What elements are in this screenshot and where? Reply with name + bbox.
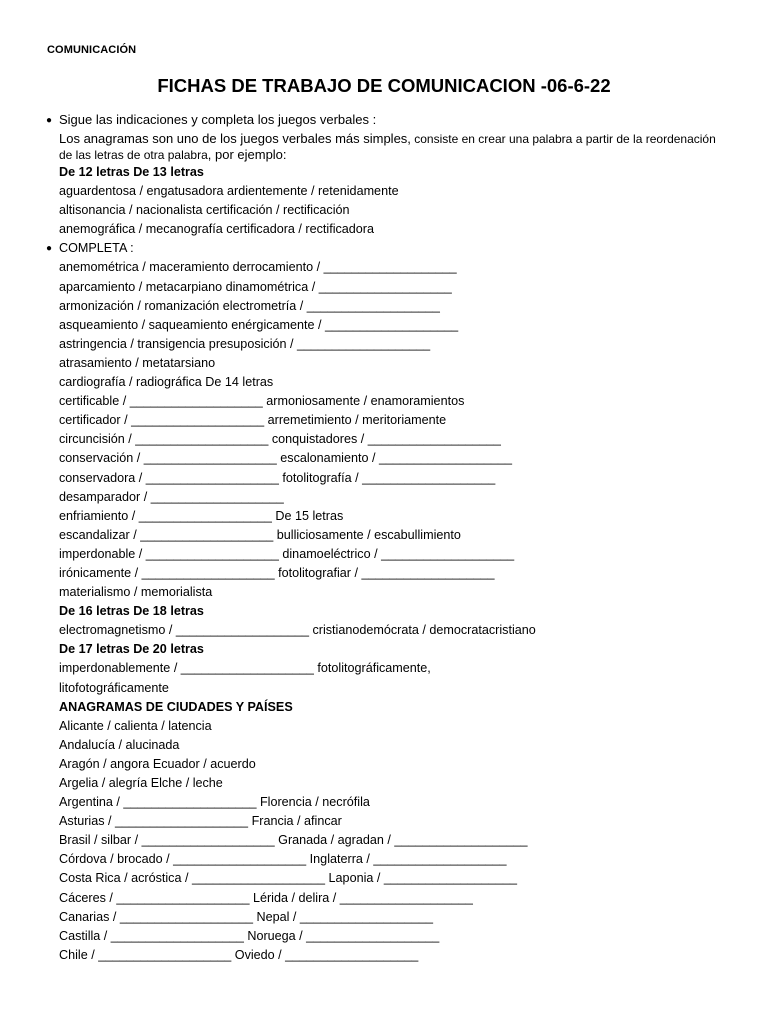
line-text: altisonancia / nacionalista certificación / rectificación [59, 203, 350, 218]
line-text: conservación / ___________________ escalonamiento / ___________________ [59, 451, 513, 466]
line-text: materialismo / memorialista [59, 585, 213, 600]
line-text: circuncisión / ___________________ conquistadores / ___________________ [59, 432, 501, 447]
line-text: aguardentosa / engatusadora ardientemente / retenidamente [59, 184, 399, 199]
anagram-line [59, 182, 749, 201]
anagram-line [59, 793, 749, 812]
line-text: Canarias / ___________________ Nepal / ___________________ [59, 909, 433, 924]
line-text: electromagnetismo / ___________________ cristianodemócrata / democratacristiano [59, 623, 536, 638]
instruction-row [46, 110, 376, 130]
line-text: certificable / ___________________ armoniosamente / enamoramientos [59, 394, 465, 409]
anagram-line [59, 297, 749, 316]
line-text: desamparador / ___________________ [59, 489, 284, 504]
line-text: Costa Rica / acróstica / ___________________ Laponia / ___________________ [59, 871, 517, 886]
anagram-line [59, 258, 749, 277]
anagram-line [59, 335, 749, 354]
page-title: FICHAS DE TRABAJO DE COMUNICACION -06-6-22 [157, 75, 611, 96]
anagram-line [59, 736, 749, 755]
line-text: escandalizar / ___________________ bulliciosamente / escabullimiento [59, 527, 461, 542]
section-heading [59, 602, 749, 621]
line-text: imperdonable / ___________________ dinamoeléctrico / ___________________ [59, 546, 515, 561]
line-text: atrasamiento / metatarsiano [59, 355, 216, 370]
anagram-line [46, 239, 749, 258]
line-text: Brasil / silbar / ___________________ Granada / agradan / ___________________ [59, 833, 528, 848]
line-text: aparcamiento / metacarpiano dinamométrica / ___________________ [59, 279, 452, 294]
anagram-line [59, 430, 749, 449]
line-text: litofotográficamente [59, 680, 169, 695]
anagram-line [59, 908, 749, 927]
line-text: COMPLETA : [59, 241, 134, 256]
anagram-line [59, 392, 749, 411]
section-heading [59, 640, 749, 659]
anagram-line [59, 220, 749, 239]
line-text: anemométrica / maceramiento derrocamiento / ___________________ [59, 260, 457, 275]
line-text: armonización / romanización electrometría / ___________________ [59, 298, 440, 313]
line-text: Aragón / angora Ecuador / acuerdo [59, 756, 256, 771]
anagram-line [59, 354, 749, 373]
anagram-line [59, 927, 749, 946]
anagram-line [59, 278, 749, 297]
anagram-line [59, 449, 749, 468]
bullet-icon: ● [46, 243, 53, 255]
anagram-line [59, 621, 749, 640]
line-text: Córdova / brocado / ___________________ Inglaterra / ___________________ [59, 852, 507, 867]
anagram-line [59, 889, 749, 908]
anagram-line [59, 812, 749, 831]
anagram-line [59, 755, 749, 774]
anagram-line [59, 583, 749, 602]
intro-part-1: Los anagramas son uno de los juegos verbales más simples, [59, 131, 411, 146]
anagram-line [59, 411, 749, 430]
bullet-icon: ● [46, 115, 53, 126]
anagram-list [46, 163, 749, 965]
line-text: enfriamiento / ___________________ De 15 letras [59, 508, 344, 523]
anagram-line [59, 469, 749, 488]
line-text: asqueamiento / saqueamiento enérgicamente / ___________________ [59, 317, 459, 332]
anagram-line [59, 488, 749, 507]
line-text: Cáceres / ___________________ Lérida / delira / ___________________ [59, 890, 473, 905]
line-text: De 17 letras De 20 letras [59, 642, 204, 657]
line-text: anemográfica / mecanografía certificadora / rectificadora [59, 222, 374, 237]
intro-paragraph [59, 131, 719, 163]
anagram-line [59, 507, 749, 526]
anagram-line [59, 831, 749, 850]
line-text: Asturias / ___________________ Francia / afincar [59, 814, 342, 829]
intro-part-2: consiste en crear una palabra a partir de la reordenación de las letras de otra palabra [59, 132, 716, 162]
line-text: Andalucía / alucinada [59, 737, 180, 752]
line-text: ANAGRAMAS DE CIUDADES Y PAÍSES [59, 699, 293, 714]
anagram-line [59, 316, 749, 335]
line-text: Argentina / ___________________ Florencia / necrófila [59, 795, 370, 810]
line-text: Alicante / calienta / latencia [59, 718, 212, 733]
line-text: Argelia / alegría Elche / leche [59, 776, 223, 790]
line-text: irónicamente / ___________________ fotolitografiar / ___________________ [59, 565, 495, 580]
anagram-line [59, 201, 749, 220]
line-text: De 12 letras De 13 letras [59, 165, 204, 179]
subject-label: COMUNICACIÓN [47, 44, 137, 56]
line-text: imperdonablemente / ___________________ fotolitográficamente, [59, 661, 431, 676]
anagram-line [59, 545, 749, 564]
line-text: conservadora / ___________________ fotolitografía / ___________________ [59, 470, 496, 485]
instruction-text: Sigue las indicaciones y completa los juegos verbales : [59, 112, 377, 127]
section-heading [59, 698, 749, 717]
intro-part-3: , por ejemplo: [207, 147, 287, 162]
line-text: Chile / ___________________ Oviedo / ___________________ [59, 947, 419, 962]
section-heading [59, 163, 749, 182]
line-text: Castilla / ___________________ Noruega / ___________________ [59, 928, 440, 943]
anagram-line [59, 946, 749, 965]
anagram-line [59, 717, 749, 736]
anagram-line [59, 659, 749, 678]
anagram-line [59, 526, 749, 545]
anagram-line [59, 850, 749, 869]
anagram-line [59, 679, 749, 698]
anagram-line [59, 373, 749, 392]
line-text: cardiografía / radiográfica De 14 letras [59, 375, 274, 390]
anagram-line [59, 869, 749, 888]
anagram-line [59, 774, 749, 793]
line-text: astringencia / transigencia presuposición / ___________________ [59, 336, 431, 351]
line-text: De 16 letras De 18 letras [59, 604, 204, 619]
line-text: certificador / ___________________ arremetimiento / meritoriamente [59, 413, 447, 428]
anagram-line [59, 564, 749, 583]
